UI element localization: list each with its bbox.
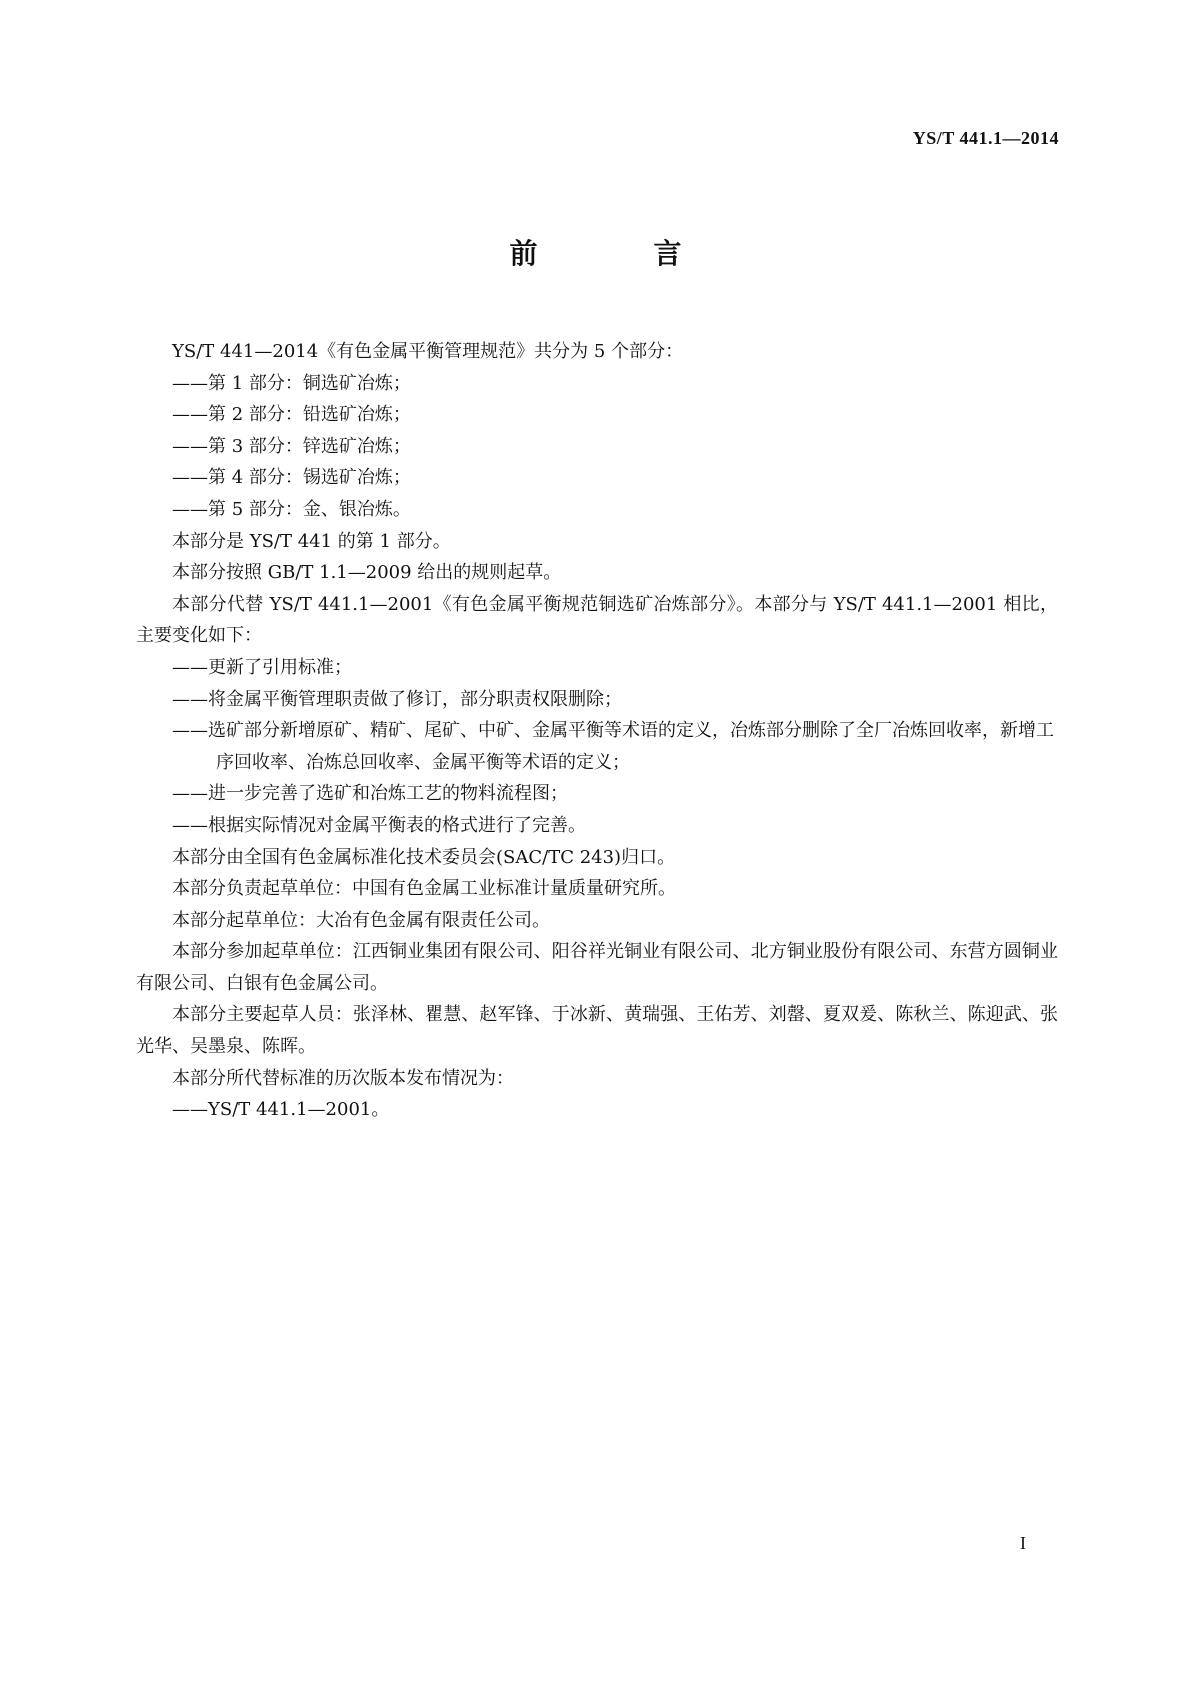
part-item: ——第 1 部分：铜选矿冶炼； xyxy=(172,372,411,394)
change-item: ——更新了引用标准； xyxy=(172,656,352,678)
replaces-text: 本部分代替 YS/T 441.1—2001《有色金属平衡规范铜选矿冶炼部分》。本部分与 YS/T 441.1—2001 相比，主要变化如下： xyxy=(136,593,1058,647)
change-item: ——选矿部分新增原矿、精矿、尾矿、中矿、金属平衡等术语的定义，冶炼部分删除了全厂冶炼回收率，新增工序回收率、冶炼总回收率、金属平衡等术语的定义； xyxy=(172,720,1054,773)
drafters-paragraph xyxy=(136,999,1058,1062)
this-part-paragraph: 本部分是 YS/T 441 的第 1 部分。 xyxy=(172,530,451,552)
foreword-body xyxy=(136,336,1058,1126)
change-item: ——进一步完善了选矿和冶炼工艺的物料流程图； xyxy=(172,783,568,805)
page-title: 前 言 xyxy=(509,237,726,270)
part-item: ——第 2 部分：铅选矿冶炼； xyxy=(172,404,411,426)
centralized-paragraph: 本部分由全国有色金属标准化技术委员会(SAC/TC 243)归口。 xyxy=(172,846,676,868)
drafting-unit-paragraph: 本部分起草单位：大冶有色金属有限责任公司。 xyxy=(172,909,550,931)
participating-units-paragraph xyxy=(136,936,1058,999)
part-item: ——第 3 部分：锌选矿冶炼； xyxy=(172,435,411,457)
drafting-rule-paragraph: 本部分按照 GB/T 1.1—2009 给出的规则起草。 xyxy=(172,562,562,584)
change-item: ——将金属平衡管理职责做了修订，部分职责权限删除； xyxy=(172,688,622,710)
drafters-text: 本部分主要起草人员：张泽林、瞿慧、赵军锋、于冰新、黄瑞强、王佑芳、刘罄、夏双爰、陈秋兰、陈迎武、张光华、吴墨泉、陈晖。 xyxy=(136,1004,1058,1058)
part-item: ——第 5 部分：金、银冶炼。 xyxy=(172,498,411,520)
part-item: ——第 4 部分：锡选矿冶炼； xyxy=(172,467,411,489)
history-item: ——YS/T 441.1—2001。 xyxy=(172,1099,390,1121)
participating-units-text: 本部分参加起草单位：江西铜业集团有限公司、阳谷祥光铜业有限公司、北方铜业股份有限公司、东营方圆铜业有限公司、白银有色金属公司。 xyxy=(136,941,1058,994)
history-intro-paragraph: 本部分所代替标准的历次版本发布情况为： xyxy=(172,1067,514,1089)
responsible-unit-paragraph: 本部分负责起草单位：中国有色金属工业标准计量质量研究所。 xyxy=(172,878,676,900)
change-item: ——根据实际情况对金属平衡表的格式进行了完善。 xyxy=(172,814,586,836)
intro-paragraph: YS/T 441—2014《有色金属平衡管理规范》共分为 5 个部分： xyxy=(172,341,684,362)
page-number: I xyxy=(1020,1533,1026,1553)
standard-code: YS/T 441.1—2014 xyxy=(912,128,1059,148)
replaces-paragraph xyxy=(136,589,1058,652)
